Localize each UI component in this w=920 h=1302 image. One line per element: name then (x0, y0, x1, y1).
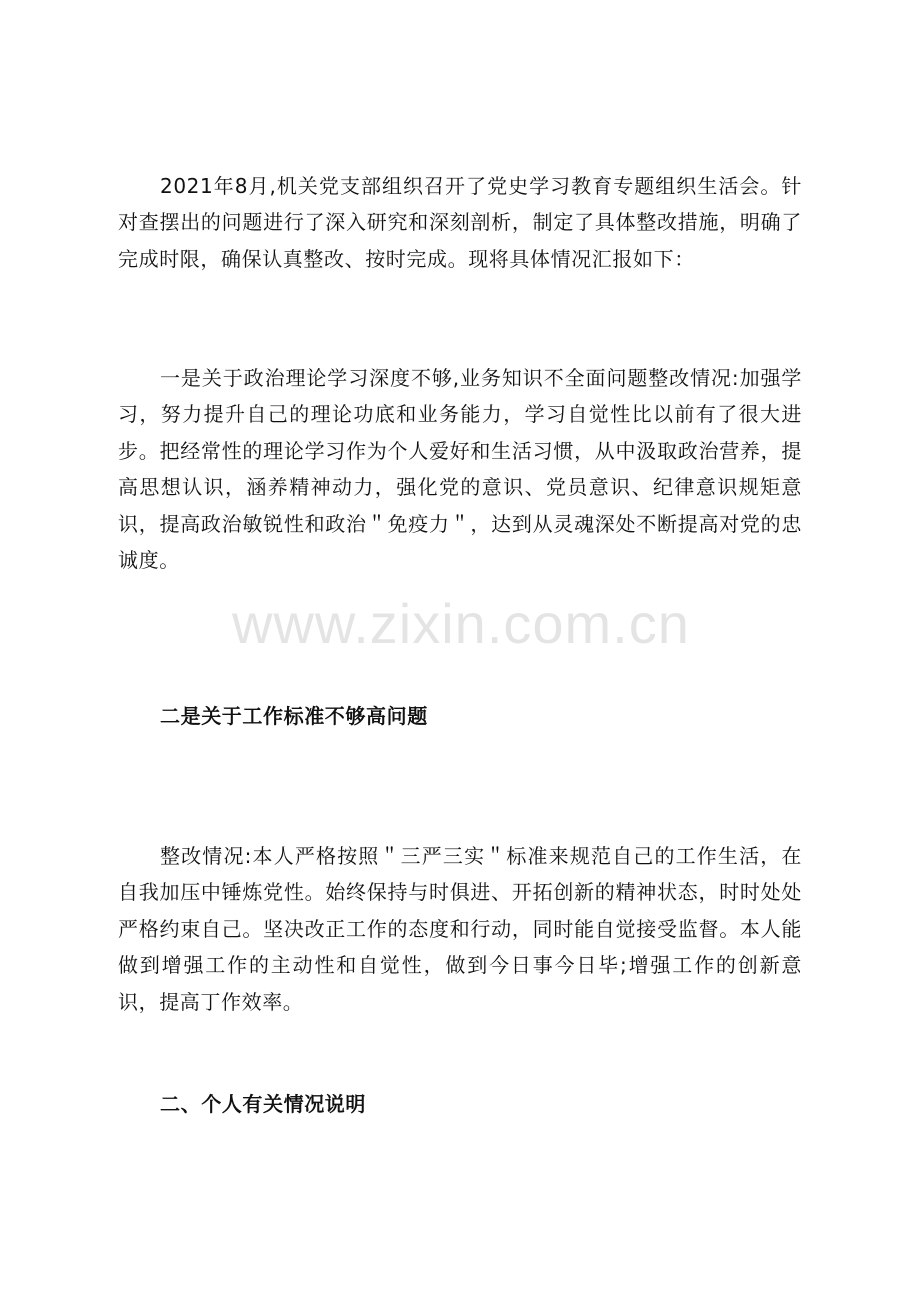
site-watermark: www.zixin.com.cn (232, 592, 690, 655)
work-standard-heading: 二是关于工作标准不够高问题 (160, 704, 428, 728)
intro-paragraph: 2021年8月,机关党支部组织召开了党史学习教育专题组织生活会。针对查摆出的问题进行了深入研究和深刻剖析，制定了具体整改措施，明确了完成时限，确保认真整改、按时完成。现将具体情况汇报如下： (118, 174, 802, 271)
political-theory-paragraph: 一是关于政治理论学习深度不够,业务知识不全面问题整改情况:加强学习，努力提升自己的理论功底和业务能力，学习自觉性比以前有了很大进步。把经常性的理论学习作为个人爱好和生活习惯，从中汲取政治营养，提高思想认识，涵养精神动力，强化党的意识、党员意识、纪律意识规矩意识，提高政治敏锐性和政治＂免疫力＂，达到从灵魂深处不断提高对党的忠诚度。 (118, 366, 802, 573)
personal-situation-heading: 二、个人有关情况说明 (160, 1092, 366, 1116)
rectification-paragraph: 整改情况:本人严格按照＂三严三实＂标准来规范自己的工作生活，在自我加压中锤炼党性。始终保持与时俱进、开拓创新的精神状态，时时处处严格约束自己。坚决改正工作的态度和行动，同时能自觉接受监督。本人能做到增强工作的主动性和自觉性，做到今日事今日毕;增强工作的创新意识，提高丁作效率。 (118, 844, 802, 1014)
